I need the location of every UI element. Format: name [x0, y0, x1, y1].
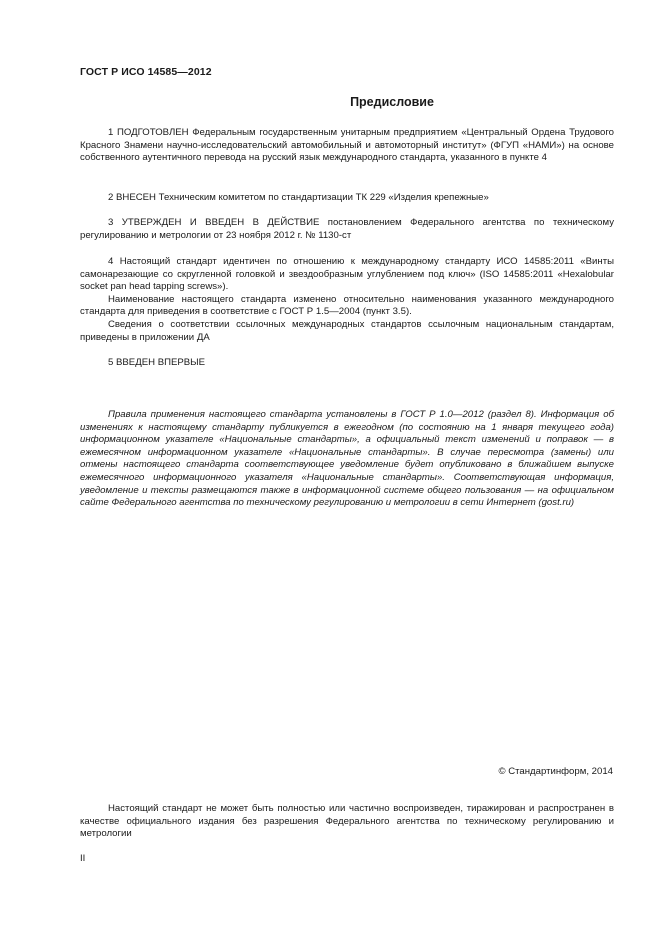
reproduction-notice — [80, 803, 614, 841]
copyright-line: © Стандартинформ, 2014 — [498, 766, 613, 777]
foreword-item-4-text: 4 Настоящий стандарт идентичен по отношению к международному стандарту ИСО 14585:2011 «Винты самонарезающие со скругленной головкой и звездообразным углублением под ключ» (ISO 14585:2011 «Hexalobular socket pan head tapping screws»). — [80, 256, 614, 293]
foreword-item-3 — [80, 217, 614, 242]
foreword-item-1-text: 1 ПОДГОТОВЛЕН Федеральным государственным унитарным предприятием «Центральный Ордена Трудового Красного Знамени научно-исследовательский автомобильный и автомоторный институт» (ФГУП «НАМИ») на основе собственного аутентичного перевода на русский язык международного стандарта, указанного в пункте 4 — [80, 127, 614, 164]
foreword-item-1 — [80, 127, 614, 165]
foreword-item-3-text: 3 УТВЕРЖДЕН И ВВЕДЕН В ДЕЙСТВИЕ постановлением Федерального агентства по техническому регулированию и метрологии от 23 ноября 2012 г. № 1130-ст — [80, 217, 614, 241]
standard-code-header: ГОСТ Р ИСО 14585—2012 — [80, 66, 212, 78]
foreword-item-4-references-note: Сведения о соответствии ссылочных международных стандартов ссылочным национальным стандартам, приведены в приложении ДА — [80, 318, 614, 343]
foreword-item-2 — [80, 192, 614, 205]
page-number: II — [80, 853, 86, 864]
foreword-item-4-rename-note: Наименование настоящего стандарта изменено относительно наименования указанного международного стандарта для приведения в соответствие с ГОСТ Р 1.5—2004 (пункт 3.5). — [80, 293, 614, 318]
foreword-item-5-text: 5 ВВЕДЕН ВПЕРВЫЕ — [108, 357, 206, 368]
application-rules-notice — [80, 409, 614, 510]
foreword-item-2-text: 2 ВНЕСЕН Техническим комитетом по стандартизации ТК 229 «Изделия крепежные» — [108, 192, 489, 203]
foreword-item-5 — [80, 357, 614, 370]
application-rules-text: Правила применения настоящего стандарта установлены в ГОСТ Р 1.0—2012 (раздел 8). Информация об изменениях к настоящему стандарту публикуется в ежегодном (по состоянию на 1 января текущего года) информационном указателе «Национальные стандарты», а официальный текст изменений и поправок — в ежемесячном информационном указателе «Национальные стандарты». В случае пересмотра (замены) или отмены настоящего стандарта соответствующее уведомление будет опубликовано в ближайшем выпуске ежемесячного информационного указателя «Национальные стандарты». Соответствующая информация, уведомление и тексты размещаются также в информационной системе общего пользования — на официальном сайте Федерального агентства по техническому регулированию и метрологии в сети Интернет (gost.ru) — [80, 409, 614, 509]
foreword-item-4 — [80, 256, 614, 344]
page-title: Предисловие — [350, 95, 434, 109]
reproduction-notice-text: Настоящий стандарт не может быть полностью или частично воспроизведен, тиражирован и распространен в качестве официального издания без разрешения Федерального агентства по техническому регулированию и метрологии — [80, 803, 614, 840]
